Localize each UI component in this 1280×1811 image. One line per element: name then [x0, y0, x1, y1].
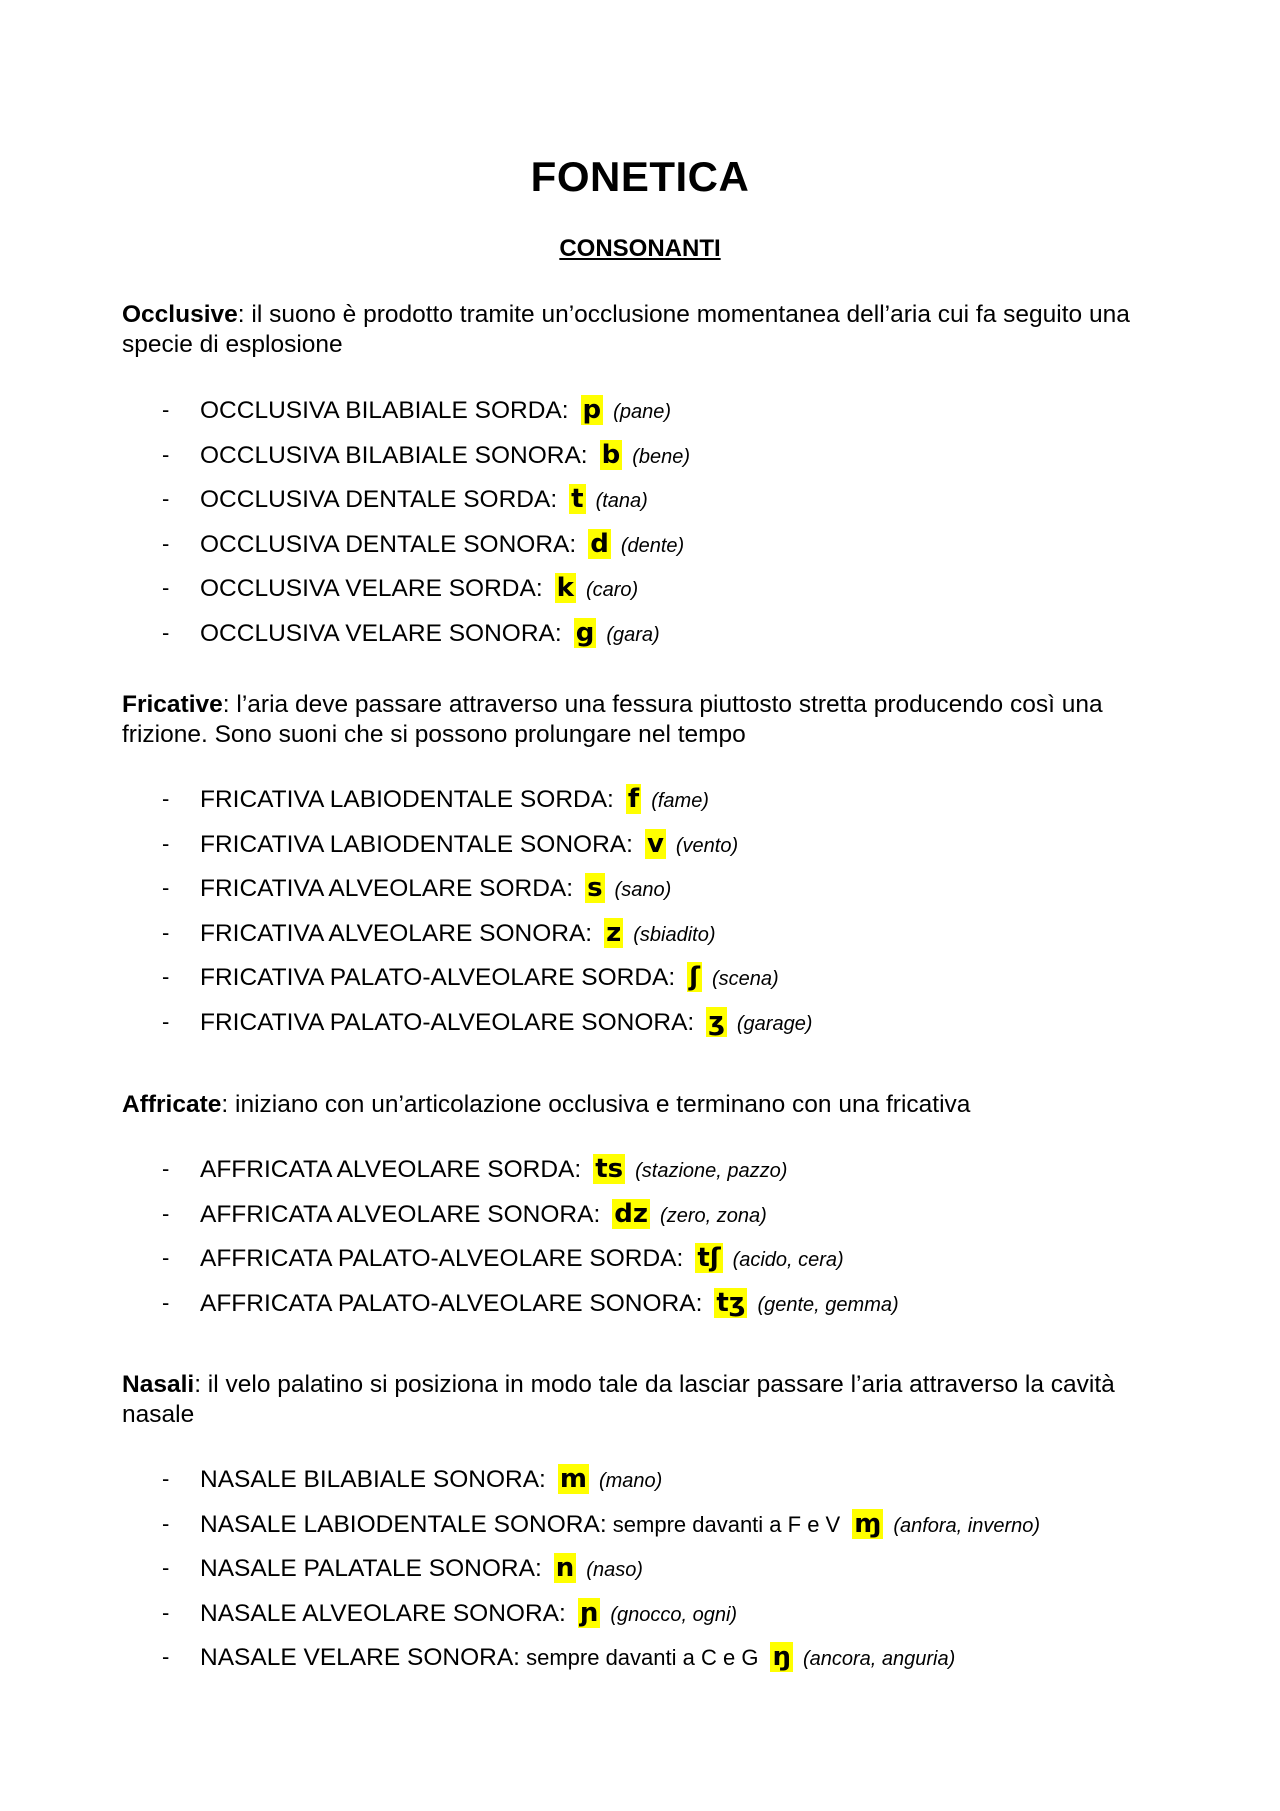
list-item-body [200, 822, 738, 869]
ipa-symbol: z [606, 917, 622, 948]
ipa-symbol: tʒ [716, 1287, 746, 1318]
list-bullet: - [162, 1466, 170, 1491]
list-item [122, 611, 1182, 656]
list-item-body [200, 1000, 812, 1047]
list-item [122, 1000, 1182, 1045]
ipa-symbol: v [646, 828, 664, 859]
example-word: (gnocco, ogni) [610, 1603, 738, 1626]
section-description: : il suono è prodotto tramite un’occlusione momentanea dell’aria cui fa seguito una specie di esplosione [122, 301, 1130, 358]
ipa-symbol: dz [614, 1198, 649, 1229]
list-bullet: - [162, 964, 170, 990]
consonant-label: FRICATIVA ALVEOLARE SORDA: [200, 875, 574, 903]
list-item-body [200, 1457, 662, 1504]
list-bullet: - [162, 1644, 170, 1670]
list-bullet: - [162, 786, 170, 811]
ipa-symbol: s [587, 873, 603, 904]
section-intro [122, 1370, 1182, 1430]
section-description: : iniziano con un’articolazione occlusiva e terminano con una fricativa [221, 1091, 971, 1118]
list-item [122, 1281, 1182, 1326]
consonant-label: FRICATIVA ALVEOLARE SONORA: [200, 919, 593, 947]
section-term: Nasali [122, 1371, 195, 1398]
list-item-body [200, 522, 684, 569]
ipa-symbol: ʒ [708, 1006, 725, 1037]
list-bullet: - [162, 575, 170, 601]
page-subtitle: CONSONANTI [559, 235, 721, 262]
list-bullet: - [162, 441, 170, 467]
consonant-label: FRICATIVA PALATO-ALVEOLARE SORDA: [200, 964, 676, 992]
list-item [122, 433, 1182, 478]
section-intro [122, 300, 1182, 360]
list-bullet: - [162, 1156, 170, 1181]
section-intro [122, 1090, 1182, 1120]
example-word: (zero, zona) [660, 1204, 767, 1227]
ipa-symbol: m [559, 1464, 587, 1494]
ipa-symbol: t [571, 484, 584, 515]
example-word: (sbiadito) [633, 923, 716, 946]
page-title: FONETICA [530, 153, 750, 200]
example-word: (anfora, inverno) [893, 1514, 1041, 1537]
section-occlusive [122, 300, 1182, 360]
example-word: (fame) [651, 790, 709, 812]
list-bullet: - [162, 1200, 170, 1226]
example-word: (garage) [736, 1012, 813, 1035]
consonant-label: NASALE PALATALE SONORA: [200, 1555, 542, 1583]
list-item-body [200, 955, 779, 1002]
example-word: (acido, cera) [732, 1249, 844, 1272]
consonant-list [122, 388, 1182, 656]
list-item [122, 1147, 1182, 1192]
section-term: Occlusive [122, 301, 238, 328]
list-item-body [200, 566, 638, 613]
list-item [122, 1546, 1182, 1591]
consonant-label: OCCLUSIVA DENTALE SONORA: [200, 530, 577, 558]
list-item [122, 1236, 1182, 1281]
list-item-body [200, 1502, 1040, 1549]
list-item-body [200, 1591, 737, 1638]
ipa-symbol: g [575, 617, 595, 648]
ipa-symbol: ɲ [579, 1597, 599, 1628]
ipa-symbol: d [590, 528, 609, 559]
list-item-body [200, 1147, 787, 1194]
list-bullet: - [162, 830, 170, 856]
list-item-body [200, 388, 671, 435]
ipa-symbol: f [627, 784, 640, 814]
consonant-note: sempre davanti a C e G [519, 1645, 759, 1671]
list-item [122, 477, 1182, 522]
example-word: (stazione, pazzo) [635, 1160, 788, 1182]
consonant-label: AFFRICATA PALATO-ALVEOLARE SONORA: [200, 1289, 703, 1317]
ipa-symbol: ɱ [854, 1508, 882, 1539]
example-word: (gara) [606, 623, 660, 646]
example-word: (sano) [614, 879, 672, 902]
section-description: : l’aria deve passare attraverso una fessura piuttosto stretta producendo così una frizione. Sono suoni che si possono prolungare nel tempo [122, 691, 1103, 748]
list-bullet: - [162, 530, 170, 556]
list-item-body [200, 433, 690, 480]
consonant-note: sempre davanti a F e V [606, 1511, 841, 1537]
consonant-label: OCCLUSIVA DENTALE SORDA: [200, 486, 558, 514]
ipa-symbol: n [555, 1553, 575, 1584]
list-item-body [200, 611, 660, 658]
list-item-body [200, 777, 709, 824]
list-item-body [200, 1236, 844, 1283]
ipa-symbol: ts [595, 1154, 624, 1184]
consonant-label: AFFRICATA ALVEOLARE SONORA: [200, 1200, 601, 1228]
list-item [122, 1192, 1182, 1237]
list-item-body [200, 1635, 955, 1682]
consonant-label: NASALE ALVEOLARE SONORA: [200, 1599, 566, 1627]
consonant-label: AFFRICATA PALATO-ALVEOLARE SORDA: [200, 1245, 684, 1273]
ipa-symbol: b [601, 439, 621, 470]
list-item [122, 822, 1182, 867]
list-item [122, 1591, 1182, 1636]
list-item [122, 911, 1182, 956]
ipa-symbol: ʃ [689, 962, 700, 993]
consonant-list [122, 1147, 1182, 1325]
list-item-body [200, 866, 671, 913]
list-bullet: - [162, 1599, 170, 1625]
consonant-label: FRICATIVA PALATO-ALVEOLARE SONORA: [200, 1008, 695, 1036]
list-bullet: - [162, 919, 170, 945]
consonant-label: OCCLUSIVA VELARE SONORA: [200, 619, 562, 647]
section-nasali [122, 1370, 1182, 1430]
section-description: : il velo palatino si posiziona in modo tale da lasciar passare l’aria attraverso la cavità nasale [122, 1371, 1115, 1428]
consonant-label: AFFRICATA ALVEOLARE SORDA: [200, 1156, 582, 1183]
list-item [122, 866, 1182, 911]
section-intro [122, 690, 1182, 750]
ipa-symbol: k [556, 573, 574, 604]
consonant-label: FRICATIVA LABIODENTALE SORDA: [200, 786, 614, 813]
list-item-body [200, 1192, 767, 1239]
example-word: (dente) [620, 534, 685, 557]
example-word: (ancora, anguria) [802, 1648, 956, 1671]
list-item-body [200, 1546, 643, 1593]
list-bullet: - [162, 486, 170, 512]
example-word: (tana) [595, 490, 648, 513]
example-word: (mano) [598, 1470, 663, 1492]
list-item [122, 566, 1182, 611]
list-item [122, 777, 1182, 822]
list-bullet: - [162, 1555, 170, 1581]
section-fricative [122, 690, 1182, 750]
list-bullet: - [162, 1510, 170, 1536]
section-affricate [122, 1090, 1182, 1120]
ipa-symbol: ŋ [772, 1642, 791, 1673]
example-word: (pane) [613, 401, 671, 423]
list-item-body [200, 477, 648, 524]
example-word: (naso) [586, 1559, 643, 1582]
consonant-list [122, 1457, 1182, 1680]
ipa-symbol: tʃ [697, 1243, 721, 1274]
list-item-body [200, 911, 716, 958]
list-item [122, 955, 1182, 1000]
list-bullet: - [162, 1289, 170, 1315]
consonant-label: FRICATIVA LABIODENTALE SONORA: [200, 830, 633, 858]
consonant-label: NASALE LABIODENTALE SONORA: [200, 1510, 607, 1538]
consonant-label: OCCLUSIVA BILABIALE SONORA: [200, 441, 588, 469]
section-term: Fricative [122, 691, 223, 718]
list-item [122, 1635, 1182, 1680]
list-item-body [200, 1281, 899, 1328]
list-item [122, 522, 1182, 567]
list-bullet: - [162, 875, 170, 901]
list-item [122, 1457, 1182, 1502]
list-bullet: - [162, 619, 170, 645]
consonant-label: OCCLUSIVA VELARE SORDA: [200, 575, 543, 603]
example-word: (caro) [585, 579, 639, 602]
section-term: Affricate [122, 1091, 222, 1118]
consonant-list [122, 777, 1182, 1045]
example-word: (scena) [711, 968, 779, 991]
ipa-symbol: p [582, 395, 602, 425]
consonant-label: NASALE VELARE SONORA: [200, 1644, 520, 1672]
consonant-label: NASALE BILABIALE SONORA: [200, 1466, 546, 1493]
consonant-label: OCCLUSIVA BILABIALE SORDA: [200, 397, 569, 424]
list-bullet: - [162, 397, 170, 422]
list-bullet: - [162, 1008, 170, 1034]
list-item [122, 388, 1182, 433]
example-word: (gente, gemma) [757, 1293, 899, 1316]
list-item [122, 1502, 1182, 1547]
list-bullet: - [162, 1245, 170, 1271]
example-word: (bene) [632, 445, 691, 468]
example-word: (vento) [675, 834, 739, 857]
